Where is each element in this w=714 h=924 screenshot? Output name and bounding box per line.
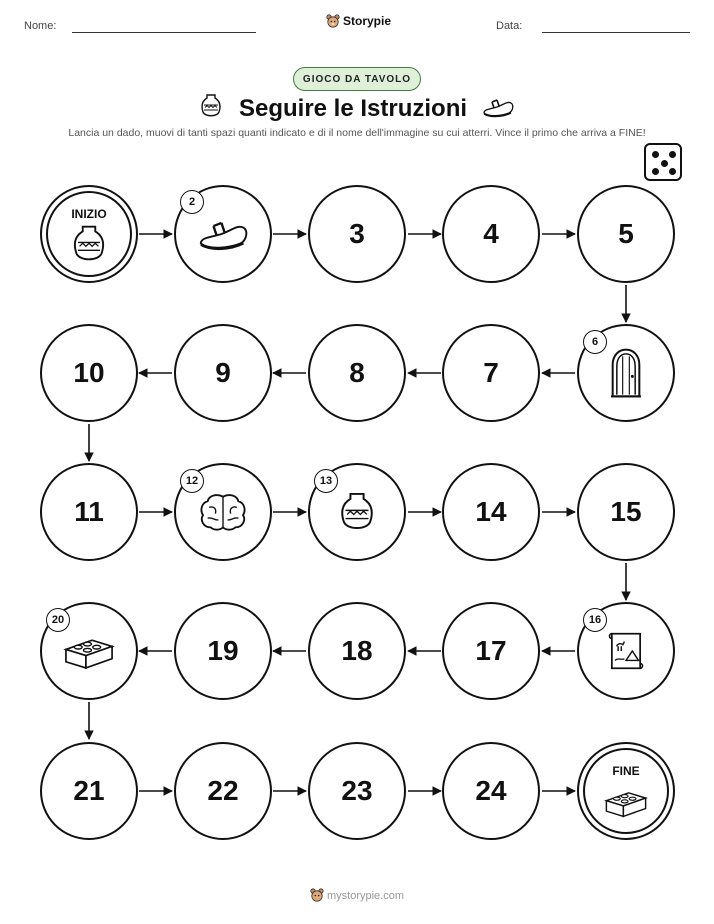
name-label: Nome: <box>24 20 57 32</box>
square-number: 14 <box>475 496 507 527</box>
bear-icon <box>310 888 324 902</box>
square-number: 17 <box>475 635 507 666</box>
sandal-icon <box>196 215 250 253</box>
board-square-9 <box>174 324 272 422</box>
board-finish <box>577 742 675 840</box>
square-number: 19 <box>207 635 239 666</box>
square-number: 3 <box>349 218 365 249</box>
instructions: Lancia un dado, muovi di tanti spazi quanti indicato e di il nome dell'immagine su cui atterri. Vince il primo che arriva a FINE! <box>68 127 646 139</box>
start-label: INIZIO <box>71 207 107 221</box>
board-square-15 <box>577 463 675 561</box>
square-number: 24 <box>475 775 507 806</box>
finish-label: FINE <box>612 764 640 778</box>
square-number: 7 <box>483 357 499 388</box>
board-square-8 <box>308 324 406 422</box>
board-square-19 <box>174 602 272 700</box>
square-number: 10 <box>73 357 105 388</box>
board-square-7 <box>442 324 540 422</box>
square-number: 23 <box>341 775 373 806</box>
square-number: 18 <box>341 635 373 666</box>
map-icon <box>604 629 648 673</box>
board-square-22 <box>174 742 272 840</box>
square-number-badge: 13 <box>314 469 338 493</box>
square-number: 5 <box>618 218 634 249</box>
board-start <box>40 185 138 283</box>
square-number: 22 <box>207 775 239 806</box>
game-type-badge: GIOCO DA TAVOLO <box>293 67 421 91</box>
board-square-23 <box>308 742 406 840</box>
square-number: 11 <box>74 496 104 527</box>
vase-icon <box>69 222 109 266</box>
board-square-14 <box>442 463 540 561</box>
square-number: 21 <box>73 775 105 806</box>
footer-url[interactable]: mystorypie.com <box>326 890 405 902</box>
square-number-badge: 12 <box>180 469 204 493</box>
square-number: 9 <box>215 357 231 388</box>
board-square-11 <box>40 463 138 561</box>
brain-icon <box>198 492 248 532</box>
square-number-badge: 20 <box>46 608 70 632</box>
footer <box>0 888 714 902</box>
brick-icon <box>602 785 650 819</box>
board-square-18 <box>308 602 406 700</box>
board-square-24 <box>442 742 540 840</box>
square-number-badge: 2 <box>180 190 204 214</box>
brick-icon <box>61 631 117 671</box>
square-number-badge: 16 <box>583 608 607 632</box>
page-title-text: Seguire le Istruzioni <box>238 95 468 122</box>
board-square-21 <box>40 742 138 840</box>
square-number: 8 <box>349 357 365 388</box>
square-number: 15 <box>610 496 642 527</box>
board-square-4 <box>442 185 540 283</box>
vase-icon <box>337 489 377 535</box>
date-label: Data: <box>496 20 523 32</box>
door-icon <box>609 348 643 398</box>
board-square-17 <box>442 602 540 700</box>
square-number: 4 <box>483 218 499 249</box>
board-square-3 <box>308 185 406 283</box>
board-square-5 <box>577 185 675 283</box>
square-number-badge: 6 <box>583 330 607 354</box>
board-square-10 <box>40 324 138 422</box>
brand-name: Storypie <box>343 14 392 28</box>
